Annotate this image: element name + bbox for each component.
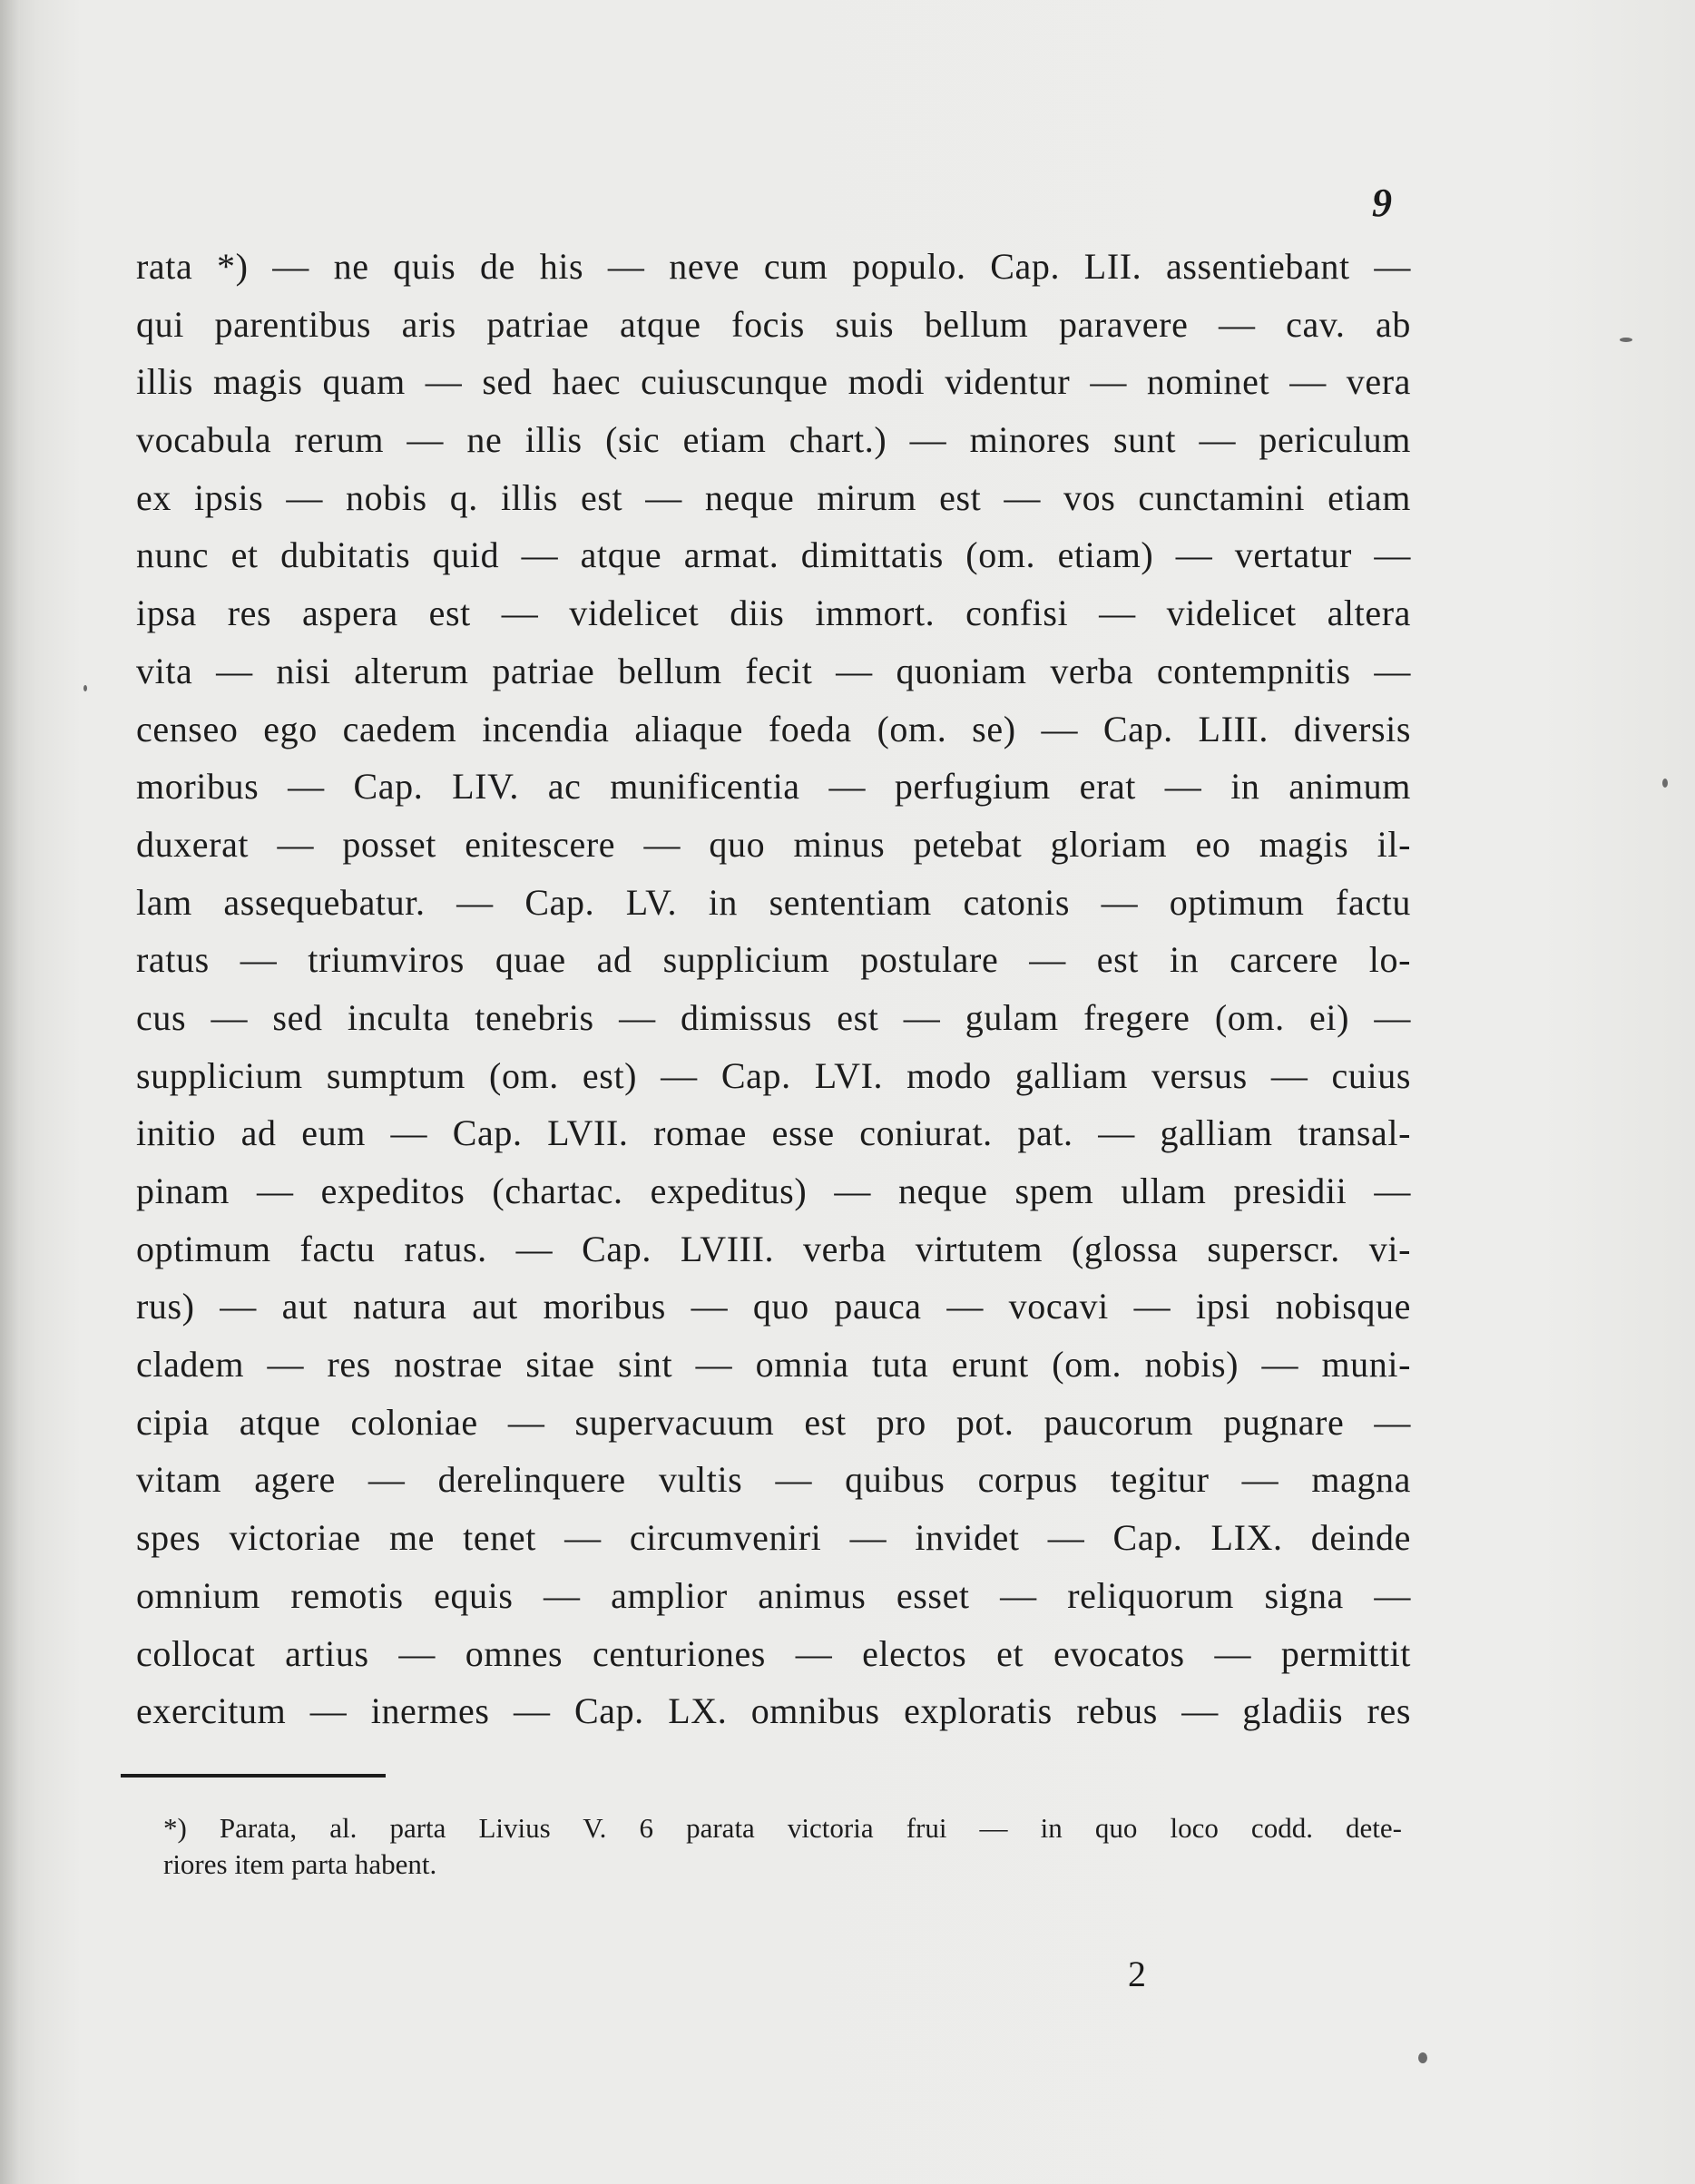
text-line-14: cus — sed inculta tenebris — dimissus est — gulam fregere (om. ei) — bbox=[136, 996, 1411, 1038]
text-line-17: pinam — expeditos (chartac. expeditus) — neque spem ullam presidii — bbox=[136, 1170, 1411, 1211]
footnote-line-2: riores item parta habent. bbox=[163, 1848, 437, 1880]
text-line-2: qui parentibus aris patriae atque focis suis bellum paravere — cav. ab bbox=[136, 303, 1411, 345]
text-line-5: ex ipsis — nobis q. illis est — neque mirum est — vos cunctamini etiam bbox=[136, 476, 1411, 518]
text-line-13: ratus — triumviros quae ad supplicium postulare — est in carcere lo- bbox=[136, 939, 1411, 981]
text-line-19: rus) — aut natura aut moribus — quo pauca — vocavi — ipsi nobisque bbox=[136, 1286, 1411, 1327]
paper-speck bbox=[1620, 338, 1632, 342]
text-line-9: censeo ego caedem incendia aliaque foeda (om. se) — Cap. LIII. diversis bbox=[136, 708, 1411, 749]
paper-speck bbox=[1418, 2052, 1427, 2063]
text-line-20: cladem — res nostrae sitae sint — omnia tuta erunt (om. nobis) — muni- bbox=[136, 1344, 1411, 1386]
text-line-12: lam assequebatur. — Cap. LV. in sententiam catonis — optimum factu bbox=[136, 881, 1411, 923]
text-line-6: nunc et dubitatis quid — atque armat. dimittatis (om. etiam) — vertatur — bbox=[136, 534, 1411, 576]
text-line-1: rata *) — ne quis de his — neve cum populo. Cap. LII. assentiebant — bbox=[136, 246, 1411, 287]
text-line-11: duxerat — posset enitescere — quo minus petebat gloriam eo magis il- bbox=[136, 823, 1411, 865]
text-line-21: cipia atque coloniae — supervacuum est pro pot. paucorum pugnare — bbox=[136, 1401, 1411, 1443]
text-line-25: collocat artius — omnes centuriones — electos et evocatos — permittit bbox=[136, 1632, 1411, 1674]
text-line-15: supplicium sumptum (om. est) — Cap. LVI. modo galliam versus — cuius bbox=[136, 1054, 1411, 1096]
footnote-separator-rule bbox=[121, 1774, 386, 1778]
text-line-22: vitam agere — derelinquere vultis — quibus corpus tegitur — magna bbox=[136, 1459, 1411, 1501]
text-line-3: illis magis quam — sed haec cuiuscunque modi videntur — nominet — vera bbox=[136, 361, 1411, 403]
page-number: 9 bbox=[1372, 181, 1392, 225]
page-binding-edge bbox=[0, 0, 20, 2184]
footnote-line-1: *) Parata, al. parta Livius V. 6 parata victoria frui — in quo loco codd. dete- bbox=[163, 1812, 1402, 1844]
text-line-7: ipsa res aspera est — videlicet diis immort. confisi — videlicet altera bbox=[136, 593, 1411, 634]
body-text bbox=[136, 238, 1411, 1740]
text-line-4: vocabula rerum — ne illis (sic etiam chart.) — minores sunt — periculum bbox=[136, 419, 1411, 461]
text-line-10: moribus — Cap. LIV. ac munificentia — perfugium erat — in animum bbox=[136, 766, 1411, 808]
footnote bbox=[163, 1810, 1402, 1883]
paper-speck bbox=[83, 685, 87, 691]
text-line-8: vita — nisi alterum patriae bellum fecit — quoniam verba contempnitis — bbox=[136, 650, 1411, 691]
text-line-26: exercitum — inermes — Cap. LX. omnibus exploratis rebus — gladiis res bbox=[136, 1690, 1411, 1732]
text-line-18: optimum factu ratus. — Cap. LVIII. verba virtutem (glossa superscr. vi- bbox=[136, 1228, 1411, 1269]
text-line-16: initio ad eum — Cap. LVII. romae esse coniurat. pat. — galliam transal- bbox=[136, 1112, 1411, 1154]
text-line-23: spes victoriae me tenet — circumveniri — invidet — Cap. LIX. deinde bbox=[136, 1517, 1411, 1559]
paper-speck bbox=[1662, 779, 1668, 788]
signature-mark: 2 bbox=[1128, 1954, 1146, 1994]
text-line-24: omnium remotis equis — amplior animus esset — reliquorum signa — bbox=[136, 1574, 1411, 1616]
